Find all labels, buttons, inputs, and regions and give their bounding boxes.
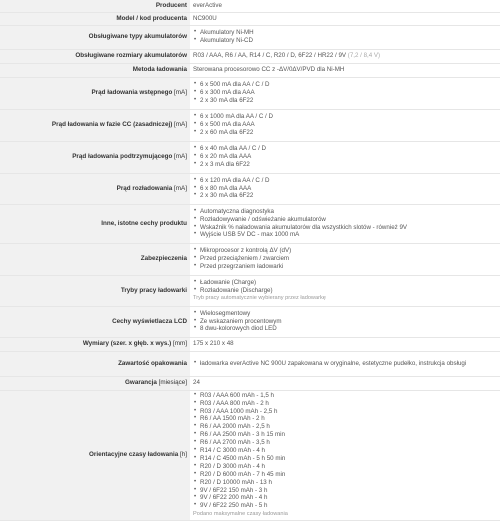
- list-item: • 2 x 60 mA dla 6F22: [200, 129, 500, 137]
- bullet-list: [193, 310, 500, 334]
- list-item: • Ładowanie (Charge): [200, 279, 500, 287]
- row-label: Obsługiwane typy akumulatorów: [0, 25, 190, 49]
- bullet-list: [193, 247, 500, 271]
- list-item: • Przed przeciążeniem / zwarciem: [200, 255, 500, 263]
- row-label: Zawartość opakowania: [0, 351, 190, 376]
- row-label: Prąd ładowania wstępnego [mA]: [0, 77, 190, 109]
- list-item: • 6 x 20 mA dla AAA: [200, 153, 500, 161]
- row-value: [190, 25, 500, 49]
- row-label: Wymiary (szer. x głęb. x wys.) [mm]: [0, 337, 190, 351]
- row-value: NC900U: [190, 12, 500, 25]
- list-item: • R03 / AAA 800 mAh - 2 h: [200, 400, 500, 408]
- voltage-note: (7,2 / 8,4 V): [347, 52, 381, 59]
- row-value: 175 x 210 x 48: [190, 337, 500, 351]
- list-item: • R20 / D 6000 mAh - 7 h 45 min: [200, 471, 500, 479]
- table-row: [0, 351, 500, 376]
- list-item: • 8 dwu-kolorowych diod LED: [200, 325, 500, 333]
- row-label: Prąd ładowania w fazie CC (zasadniczej) [mA]: [0, 109, 190, 141]
- table-row: [0, 337, 500, 351]
- list-item: • Mikroprocesor z kontrolą ΔV (dV): [200, 247, 500, 255]
- table-row: [0, 25, 500, 49]
- row-value: [190, 173, 500, 204]
- list-item: • R20 / D 10000 mAh - 13 h: [200, 479, 500, 487]
- list-item: • 2 x 30 mA dla 6F22: [200, 192, 500, 200]
- list-item: • Rozładowanie (Discharge): [200, 287, 500, 295]
- list-item: • 9V / 6F22 150 mAh - 3 h: [200, 487, 500, 495]
- bullet-list: [193, 113, 500, 137]
- table-row: [0, 243, 500, 275]
- list-item: • Wskaźnik % naładowania akumulatorów dla wszystkich slotów - również 9V: [200, 224, 500, 232]
- table-row: [0, 376, 500, 390]
- list-item: • Akumulatory Ni-CD: [200, 37, 500, 45]
- list-item: • 6 x 40 mA dla AA / C / D: [200, 145, 500, 153]
- bullet-list: [193, 81, 500, 105]
- row-value: [190, 77, 500, 109]
- table-row: [0, 49, 500, 63]
- table-row: [0, 275, 500, 306]
- row-value: [190, 141, 500, 173]
- list-item: • R20 / D 3000 mAh - 4 h: [200, 463, 500, 471]
- table-row: [0, 204, 500, 243]
- mode-note: Tryb pracy automatycznie wybierany przez ładowarkę: [193, 295, 326, 302]
- row-label: Orientacyjne czasy ładowania [h]: [0, 390, 190, 520]
- row-value: [190, 109, 500, 141]
- list-item: • 6 x 500 mA dla AA / C / D: [200, 81, 500, 89]
- table-row: [0, 141, 500, 173]
- list-item: • Ze wskazaniem procentowym: [200, 318, 500, 326]
- table-row: [0, 306, 500, 337]
- table-row: [0, 12, 500, 25]
- bullet-list: [193, 177, 500, 201]
- list-item: • R6 / AA 1500 mAh - 2 h: [200, 415, 500, 423]
- row-value: [190, 306, 500, 337]
- list-item: • R6 / AA 2700 mAh - 3,5 h: [200, 439, 500, 447]
- table-row: [0, 0, 500, 12]
- row-value: everActive: [190, 0, 500, 12]
- bullet-list: [193, 29, 500, 45]
- row-value: [190, 275, 500, 306]
- list-item: • 6 x 1000 mA dla AA / C / D: [200, 113, 500, 121]
- row-label: Prąd ładowania podtrzymującego [mA]: [0, 141, 190, 173]
- row-label: Prąd rozładowania [mA]: [0, 173, 190, 204]
- list-item: • 6 x 500 mA dla AAA: [200, 121, 500, 129]
- row-value: Sterowana procesorowo CC z -ΔV/0ΔV/PVD dla Ni-MH: [190, 63, 500, 77]
- list-item: • 2 x 3 mA dla 6F22: [200, 161, 500, 169]
- list-item: • Wielosegmentowy: [200, 310, 500, 318]
- row-label: Zabezpieczenia: [0, 243, 190, 275]
- row-label: Gwarancja [miesiące]: [0, 376, 190, 390]
- list-item: • R6 / AA 2000 mAh - 2,5 h: [200, 423, 500, 431]
- row-value: [190, 243, 500, 275]
- row-label: Cechy wyświetlacza LCD: [0, 306, 190, 337]
- list-item: • R6 / AA 2500 mAh - 3 h 15 min: [200, 431, 500, 439]
- list-item: • R03 / AAA 600 mAh - 1,5 h: [200, 392, 500, 400]
- row-value: [190, 351, 500, 376]
- bullet-list: [193, 279, 500, 295]
- row-label: Tryby pracy ładowarki: [0, 275, 190, 306]
- table-row: [0, 77, 500, 109]
- list-item: • Rozładowywanie / odświeżanie akumulatorów: [200, 216, 500, 224]
- row-label: Metoda ładowania: [0, 63, 190, 77]
- list-item: • 2 x 30 mA dla 6F22: [200, 97, 500, 105]
- row-value: [190, 204, 500, 243]
- bullet-list: [193, 360, 500, 368]
- row-value: R03 / AAA, R6 / AA, R14 / C, R20 / D, 6F22 / HR22 / 9V (7,2 / 8,4 V): [190, 49, 500, 63]
- list-item: • ładowarka everActive NC 900U zapakowana w oryginalne, estetyczne pudełko, instrukcja obsługi: [200, 360, 500, 368]
- list-item: • 9V / 6F22 250 mAh - 5 h: [200, 502, 500, 510]
- row-label: Inne, istotne cechy produktu: [0, 204, 190, 243]
- bullet-list: [193, 208, 500, 240]
- table-row: [0, 63, 500, 77]
- table-row: [0, 109, 500, 141]
- row-value: 24: [190, 376, 500, 390]
- list-item: • 6 x 300 mA dla AAA: [200, 89, 500, 97]
- list-item: • 6 x 80 mA dla AAA: [200, 185, 500, 193]
- row-label: Obsługiwane rozmiary akumulatorów: [0, 49, 190, 63]
- row-value: [190, 390, 500, 520]
- list-item: • R14 / C 4500 mAh - 5 h 50 min: [200, 455, 500, 463]
- bullet-list: [193, 145, 500, 169]
- list-item: • R03 / AAA 1000 mAh - 2,5 h: [200, 408, 500, 416]
- list-item: • Automatyczna diagnostyka: [200, 208, 500, 216]
- times-note: Podano maksymalne czasy ładowania: [193, 511, 288, 518]
- list-item: • R14 / C 3000 mAh - 4 h: [200, 447, 500, 455]
- table-row: [0, 390, 500, 520]
- row-label: Model / kod producenta: [0, 12, 190, 25]
- list-item: • Akumulatory Ni-MH: [200, 29, 500, 37]
- row-label: Producent: [0, 0, 190, 12]
- list-item: • Wyjście USB 5V DC - max 1000 mA: [200, 231, 500, 239]
- bullet-list: [193, 392, 500, 511]
- list-item: • Przed przegrzaniem ładowarki: [200, 263, 500, 271]
- table-row: [0, 173, 500, 204]
- list-item: • 9V / 6F22 200 mAh - 4 h: [200, 494, 500, 502]
- list-item: • 6 x 120 mA dla AA / C / D: [200, 177, 500, 185]
